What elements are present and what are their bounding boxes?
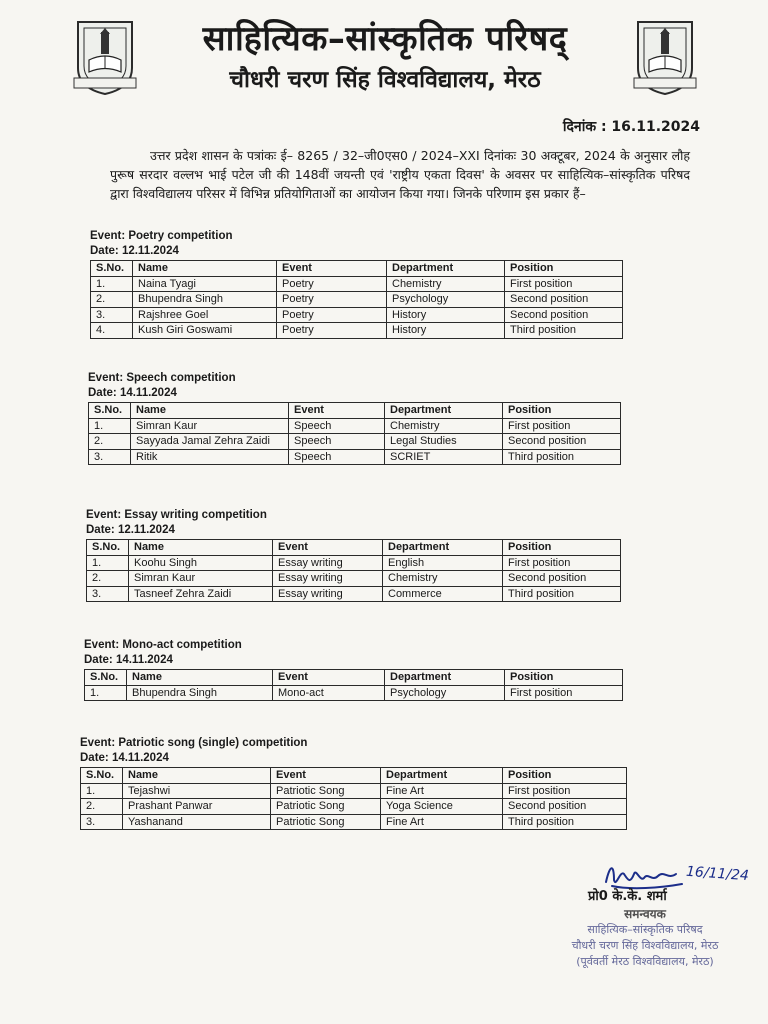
event-date: Date: 14.11.2024 [88,387,177,399]
cell-event: Mono-act [273,685,385,701]
cell-name: Bhupendra Singh [133,292,277,308]
cell-sno: 4. [91,323,133,339]
cell-event: Poetry [277,276,387,292]
cell-event: Patriotic Song [271,783,381,799]
table-row [89,449,621,465]
cell-position: Third position [505,323,623,339]
signatory-name: प्रो0 के.के. शर्मा [588,889,667,904]
stamp-university: चौधरी चरण सिंह विश्वविद्यालय, मेरठ [571,939,719,952]
cell-sno: 2. [89,434,131,450]
cell-event: Speech [289,449,385,465]
table-header-row [87,540,621,556]
cell-sno: 1. [89,418,131,434]
cell-department: Fine Art [381,814,503,830]
cell-name: Simran Kaur [131,418,289,434]
cell-position: Third position [503,586,621,602]
cell-name: Naina Tyagi [133,276,277,292]
council-title: साहित्यिक–सांस्कृतिक परिषद् [202,19,568,59]
notice-date: दिनांक : 16.11.2024 [562,119,700,135]
event-section-poetry [90,229,623,339]
table-row [81,814,627,830]
table-row [89,434,621,450]
results-table [80,767,627,830]
table-row [89,418,621,434]
col-sno: S.No. [85,670,127,686]
cell-name: Koohu Singh [129,555,273,571]
stamp-former-name: (पूर्ववर्ती मेरठ विश्वविद्यालय, मेरठ) [576,955,714,968]
cell-department: Psychology [385,685,505,701]
col-name: Name [133,261,277,277]
results-table [90,260,623,339]
cell-position: First position [503,418,621,434]
cell-sno: 3. [87,586,129,602]
event-title: Event: Speech competition [88,372,236,384]
event-date: Date: 12.11.2024 [86,524,175,536]
cell-name: Tasneef Zehra Zaidi [129,586,273,602]
col-sno: S.No. [89,403,131,419]
cell-position: Second position [503,571,621,587]
results-table [86,539,621,602]
table-row [91,307,623,323]
results-table [84,669,623,701]
cell-event: Essay writing [273,555,383,571]
cell-sno: 3. [91,307,133,323]
cell-position: First position [503,783,627,799]
event-title: Event: Mono-act competition [84,639,242,651]
table-row [91,323,623,339]
cell-sno: 2. [91,292,133,308]
cell-department: English [383,555,503,571]
table-row [91,276,623,292]
col-sno: S.No. [91,261,133,277]
stamp-council: साहित्यिक–सांस्कृतिक परिषद [587,923,703,936]
cell-name: Sayyada Jamal Zehra Zaidi [131,434,289,450]
table-header-row [81,768,627,784]
cell-event: Speech [289,418,385,434]
table-row [87,571,621,587]
col-department: Department [385,670,505,686]
cell-position: First position [503,555,621,571]
col-department: Department [381,768,503,784]
event-section-patriotic-song [80,736,627,830]
stamp-designation: समन्वयक [624,907,666,921]
cell-department: SCRIET [385,449,503,465]
cell-name: Yashanand [123,814,271,830]
table-row [81,799,627,815]
university-name: चौधरी चरण सिंह विश्वविद्यालय, मेरठ [229,67,541,93]
col-name: Name [127,670,273,686]
university-emblem-right [632,18,698,96]
col-event: Event [277,261,387,277]
cell-sno: 1. [85,685,127,701]
cell-department: Chemistry [385,418,503,434]
cell-name: Bhupendra Singh [127,685,273,701]
cell-event: Patriotic Song [271,799,381,815]
col-department: Department [383,540,503,556]
col-position: Position [505,670,623,686]
col-department: Department [385,403,503,419]
cell-event: Patriotic Song [271,814,381,830]
cell-department: Legal Studies [385,434,503,450]
cell-position: First position [505,685,623,701]
cell-position: Second position [505,292,623,308]
cell-department: History [387,307,505,323]
cell-name: Simran Kaur [129,571,273,587]
cell-position: Second position [503,799,627,815]
cell-sno: 3. [89,449,131,465]
col-department: Department [387,261,505,277]
intro-paragraph: उत्तर प्रदेश शासन के पत्रांकः ई– 8265 / 32–जी0एस0 / 2024–XXI दिनांकः 30 अक्टूबर, 2024 के अनुसार लौह पुरूष सरदार वल्लभ भाई पटेल जी की 148वीं जयन्ती एवं 'राष्ट्रीय एकता दिवस' के अवसर पर साहित्यिक–सांस्कृतिक परिषद द्वारा विश्वविद्यालय परिसर में विभिन्न प्रतियोगिताओं का आयोजन किया गया। जिनके परिणाम इस प्रकार हैं– [110,148,690,201]
cell-event: Poetry [277,323,387,339]
col-sno: S.No. [81,768,123,784]
cell-sno: 2. [81,799,123,815]
event-section-essay-writing [86,508,621,602]
official-stamp [545,906,745,970]
results-table [88,402,621,465]
cell-event: Speech [289,434,385,450]
cell-event: Poetry [277,292,387,308]
cell-department: Chemistry [387,276,505,292]
event-title: Event: Patriotic song (single) competition [80,737,308,749]
cell-name: Ritik [131,449,289,465]
signature-date: 16/11/24 [685,863,750,885]
cell-department: Fine Art [381,783,503,799]
cell-event: Poetry [277,307,387,323]
cell-position: Second position [505,307,623,323]
cell-name: Rajshree Goel [133,307,277,323]
event-title: Event: Essay writing competition [86,509,267,521]
cell-sno: 1. [81,783,123,799]
col-position: Position [503,403,621,419]
cell-position: First position [505,276,623,292]
col-event: Event [273,670,385,686]
table-header-row [85,670,623,686]
cell-name: Prashant Panwar [123,799,271,815]
cell-position: Third position [503,449,621,465]
col-sno: S.No. [87,540,129,556]
cell-position: Second position [503,434,621,450]
cell-sno: 1. [91,276,133,292]
cell-position: Third position [503,814,627,830]
event-date: Date: 14.11.2024 [80,752,169,764]
cell-sno: 3. [81,814,123,830]
col-event: Event [273,540,383,556]
cell-event: Essay writing [273,586,383,602]
event-section-mono-act [84,638,623,701]
event-title: Event: Poetry competition [90,230,233,242]
table-header-row [89,403,621,419]
cell-sno: 1. [87,555,129,571]
table-row [91,292,623,308]
col-position: Position [503,768,627,784]
col-event: Event [271,768,381,784]
event-section-speech [88,371,621,465]
cell-department: Psychology [387,292,505,308]
cell-department: Chemistry [383,571,503,587]
col-position: Position [505,261,623,277]
event-date: Date: 12.11.2024 [90,245,179,257]
cell-department: Yoga Science [381,799,503,815]
col-name: Name [123,768,271,784]
cell-department: History [387,323,505,339]
event-date: Date: 14.11.2024 [84,654,173,666]
col-position: Position [503,540,621,556]
table-row [87,555,621,571]
table-row [87,586,621,602]
university-emblem-left [72,18,138,96]
table-header-row [91,261,623,277]
table-row [85,685,623,701]
cell-department: Commerce [383,586,503,602]
cell-event: Essay writing [273,571,383,587]
cell-name: Tejashwi [123,783,271,799]
cell-name: Kush Giri Goswami [133,323,277,339]
cell-sno: 2. [87,571,129,587]
table-row [81,783,627,799]
col-event: Event [289,403,385,419]
col-name: Name [129,540,273,556]
col-name: Name [131,403,289,419]
